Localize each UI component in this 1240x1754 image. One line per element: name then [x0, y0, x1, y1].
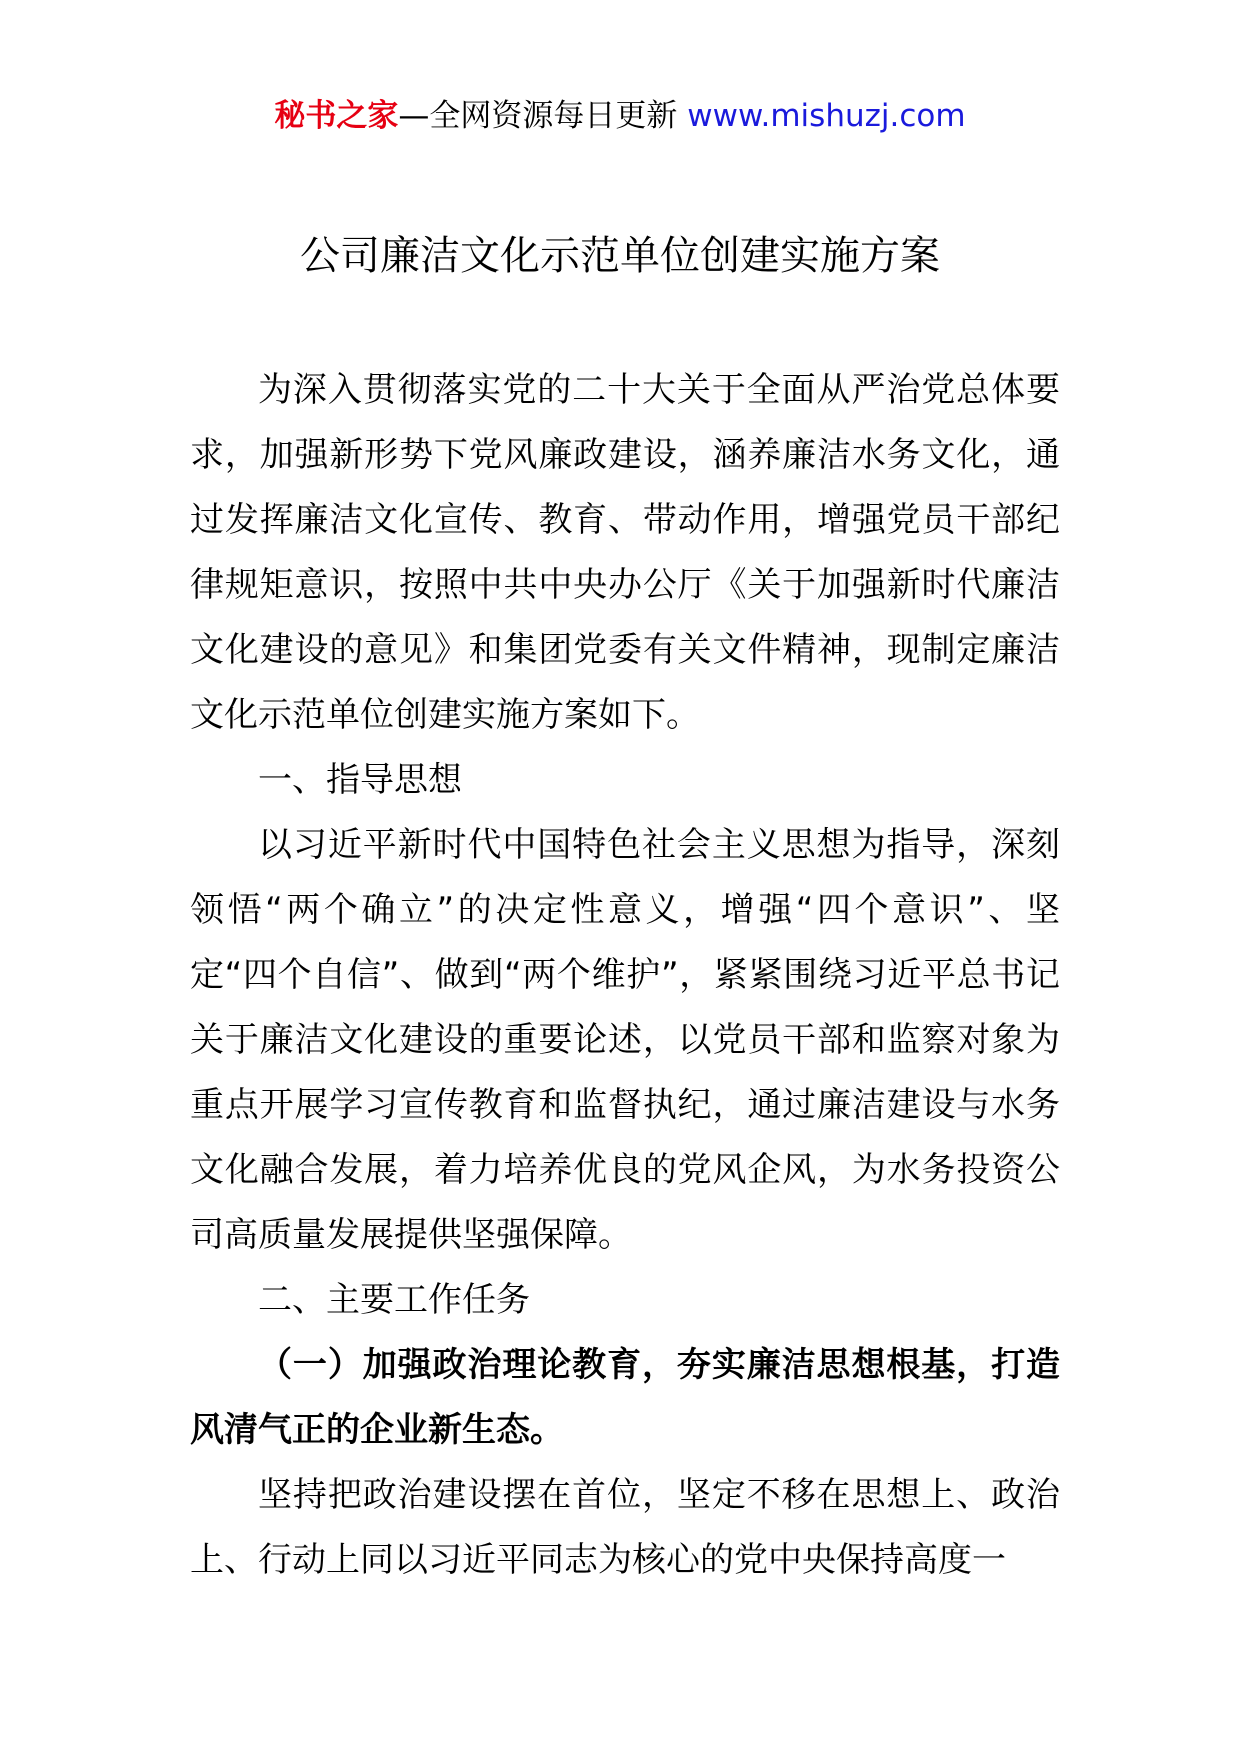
- site-banner: [0, 94, 1240, 138]
- document-title: 公司廉洁文化示范单位创建实施方案: [300, 233, 940, 279]
- section-heading-guiding-ideology: 一、指导思想: [258, 760, 462, 800]
- site-url[interactable]: www.mishuzj.com: [687, 98, 966, 134]
- document-body: [190, 358, 1060, 1593]
- section-heading-main-tasks: 二、主要工作任务: [258, 1280, 530, 1320]
- guiding-ideology-paragraph: 以习近平新时代中国特色社会主义思想为指导，深刻领悟“两个确立”的决定性意义，增强“四个意识”、坚定“四个自信”、做到“两个维护”，紧紧围绕习近平总书记关于廉洁文化建设的重要论述，以党员干部和监察对象为重点开展学习宣传教育和监督执纪，通过廉洁建设与水务文化融合发展，着力培养优良的党风企风，为水务投资公司高质量发展提供坚强保障。: [190, 825, 1060, 1255]
- brand-name: 秘书之家: [274, 98, 399, 134]
- site-slogan: —全网资源每日更新: [398, 98, 688, 134]
- intro-paragraph: 为深入贯彻落实党的二十大关于全面从严治党总体要求，加强新形势下党风廉政建设，涵养廉洁水务文化，通过发挥廉洁文化宣传、教育、带动作用，增强党员干部纪律规矩意识，按照中共中央办公厅《关于加强新时代廉洁文化建设的意见》和集团党委有关文件精神，现制定廉洁文化示范单位创建实施方案如下。: [190, 370, 1060, 735]
- political-education-paragraph: 坚持把政治建设摆在首位，坚定不移在思想上、政治上、行动上同以习近平同志为核心的党中央保持高度一: [190, 1475, 1060, 1580]
- subsection-heading-political-education: （一）加强政治理论教育，夯实廉洁思想根基，打造风清气正的企业新生态。: [190, 1345, 1060, 1450]
